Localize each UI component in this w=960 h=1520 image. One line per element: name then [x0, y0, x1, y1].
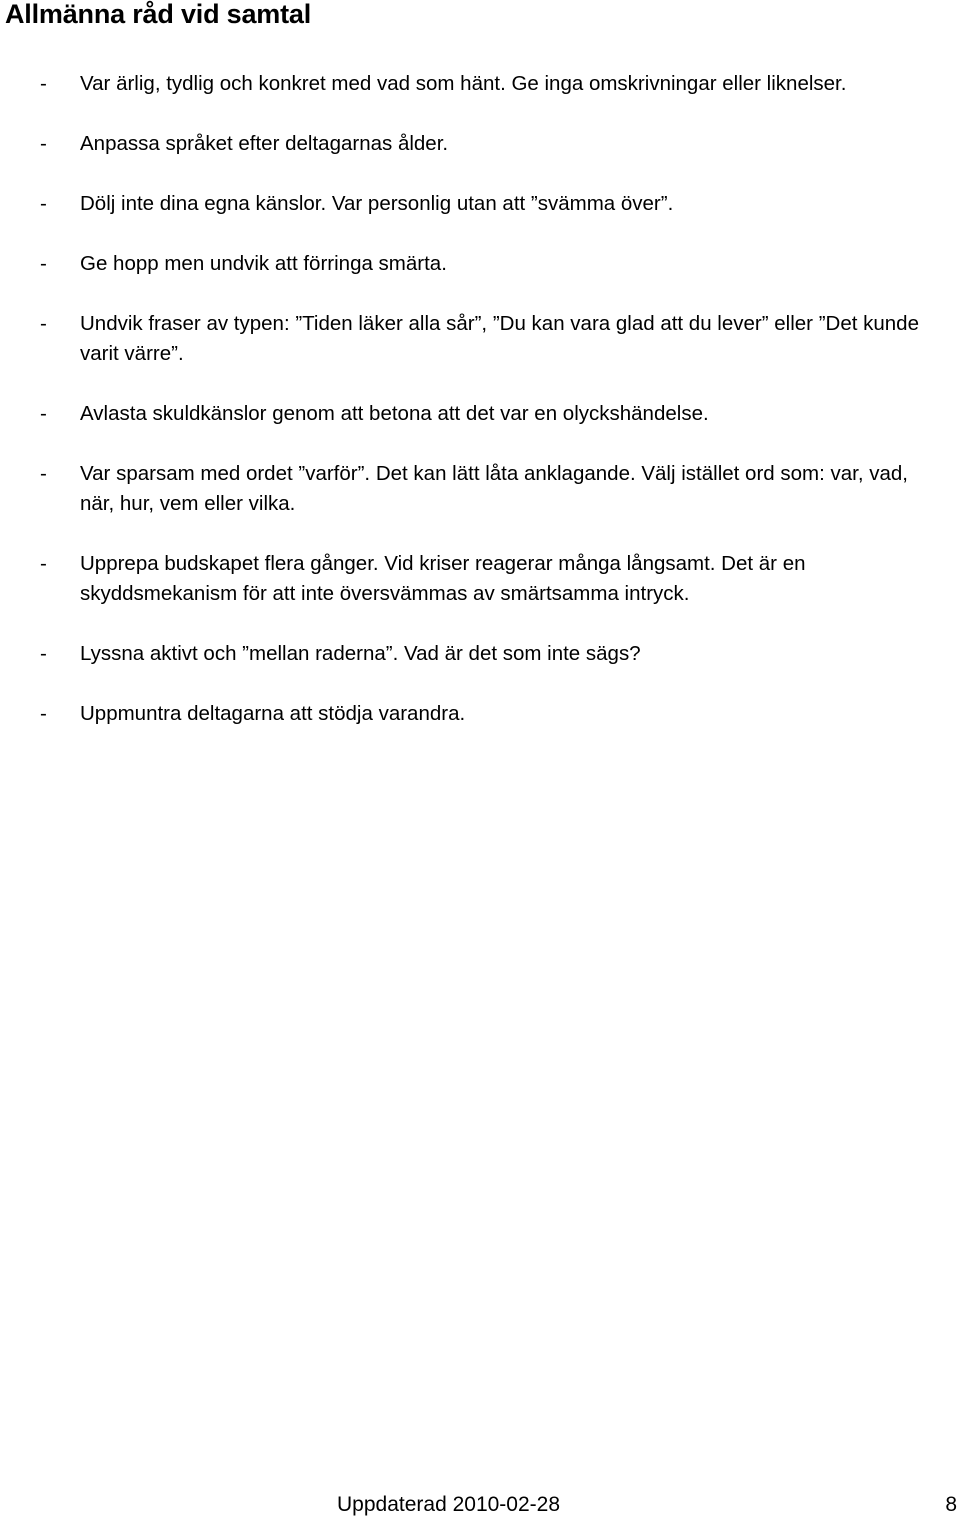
list-item	[0, 549, 960, 609]
list-item-text: Var ärlig, tydlig och konkret med vad som hänt. Ge inga omskrivningar eller liknelser.	[80, 72, 847, 95]
list-item	[0, 249, 960, 279]
footer-updated-date: Uppdaterad 2010-02-28	[337, 1493, 561, 1516]
list-item	[0, 309, 960, 369]
bullet-dash: -	[40, 192, 47, 215]
list-item-text: Anpassa språket efter deltagarnas ålder.	[80, 132, 449, 155]
list-item	[0, 639, 960, 669]
bullet-dash: -	[40, 402, 47, 425]
page-number: 8	[945, 1493, 957, 1516]
page-title: Allmänna råd vid samtal	[5, 0, 312, 29]
bullet-dash: -	[40, 72, 47, 95]
list-item-text: Ge hopp men undvik att förringa smärta.	[80, 252, 447, 275]
list-item-text: Dölj inte dina egna känslor. Var personlig utan att ”svämma över”.	[80, 192, 674, 215]
list-item	[0, 699, 960, 729]
bullet-dash: -	[40, 252, 47, 275]
bullet-dash: -	[40, 702, 47, 725]
bullet-dash: -	[40, 552, 47, 575]
list-item-text: Uppmuntra deltagarna att stödja varandra.	[80, 702, 466, 725]
list-item-text: Lyssna aktivt och ”mellan raderna”. Vad är det som inte sägs?	[80, 642, 641, 665]
list-item	[0, 129, 960, 159]
list-item-text: Upprepa budskapet flera gånger. Vid kriser reagerar många långsamt. Det är en skyddsmekanism för att inte översvämmas av smärtsamma intryck.	[80, 552, 806, 605]
bullet-dash: -	[40, 132, 47, 155]
advice-list	[0, 69, 960, 759]
bullet-dash: -	[40, 312, 47, 335]
list-item	[0, 459, 960, 519]
list-item-text: Avlasta skuldkänslor genom att betona att det var en olyckshändelse.	[80, 402, 709, 425]
bullet-dash: -	[40, 642, 47, 665]
list-item	[0, 189, 960, 219]
list-item	[0, 399, 960, 429]
bullet-dash: -	[40, 462, 47, 485]
list-item	[0, 69, 960, 99]
list-item-text: Var sparsam med ordet ”varför”. Det kan lätt låta anklagande. Välj istället ord som: var, vad, när, hur, vem eller vilka.	[80, 462, 908, 515]
list-item-text: Undvik fraser av typen: ”Tiden läker alla sår”, ”Du kan vara glad att du lever” eller ”Det kunde varit värre”.	[80, 312, 919, 365]
